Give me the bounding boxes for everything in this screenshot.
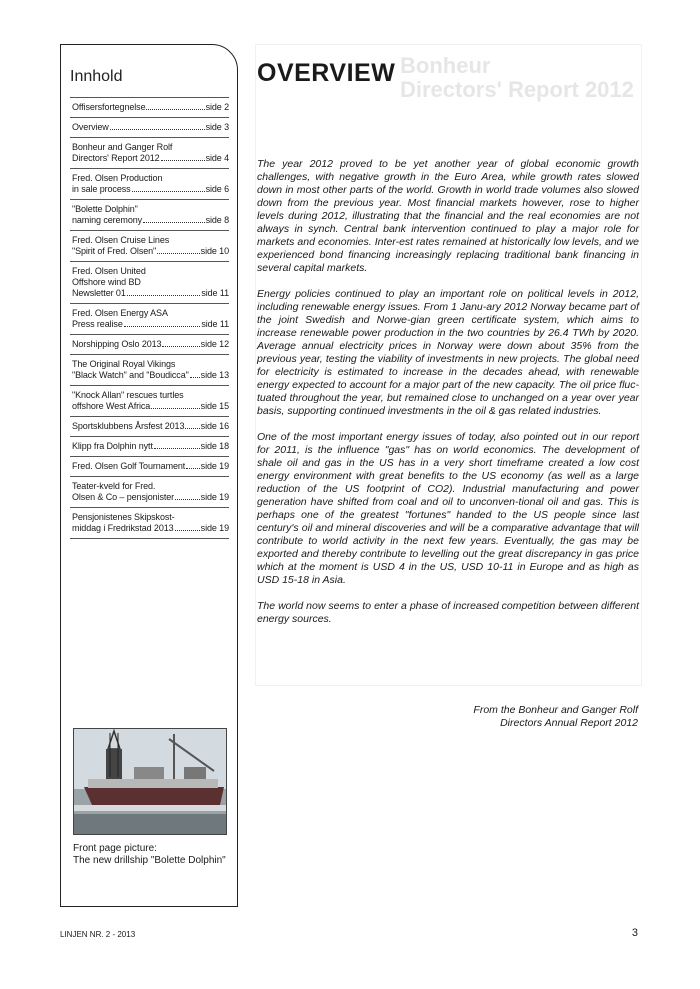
toc-entry-title: middag i Fredrikstad 2013	[72, 523, 174, 533]
signature-line-1: From the Bonheur and Ganger Rolf	[473, 704, 638, 716]
toc-entry-row	[72, 461, 229, 472]
toc-page-ref: side 19	[200, 492, 229, 502]
toc-title: Innhold	[70, 68, 123, 85]
toc-entry-title: naming ceremony	[72, 215, 143, 225]
toc-entry-title: "Black Watch" and "Boudicca"	[72, 370, 189, 380]
toc-leader-dots	[110, 129, 205, 130]
article-paragraph: Energy policies continued to play an important role on political levels in 2012, including renewable energy issues. From 1 Janu-ary 2012 Norway became part of the joint Swedish and Norwe-gian green certificate system, which aims to increase renewable power production in the two countries by 26.4 TWh by 2020. Average annual electricity prices in Norway were down about 35% from the previous year, testing the viability of investments in new projects. The global need for electricity is estimated to increase in the decades ahead, with renewable energy expected to account for a major part of the new capacity. The oil price fluc-tuated throughout the year, but remained close to unchanged on a year over year basis, supporting continued investments in the oil & gas related industries.	[257, 288, 639, 417]
toc-leader-dots	[154, 448, 200, 449]
toc-entry-title: offshore West Africa	[72, 401, 151, 411]
toc-item-line: "Knock Allan" rescues turtles	[72, 390, 184, 400]
toc-item-line: Fred. Olsen Production	[72, 173, 163, 183]
toc-item-line: Offshore wind BD	[72, 277, 141, 287]
toc-entry-title: Newsletter 01	[72, 288, 126, 298]
toc-item	[70, 168, 229, 199]
toc-entry-title: Press realise	[72, 319, 123, 329]
toc-entry-title: "Spirit of Fred. Olsen"	[72, 246, 157, 256]
toc-item	[70, 137, 229, 168]
toc-entry-title: Offisersfortegnelse	[72, 102, 146, 112]
toc-leader-dots	[175, 530, 200, 531]
toc-item-line: Fred. Olsen Energy ASA	[72, 308, 168, 318]
toc-item-line: Fred. Olsen United	[72, 266, 146, 276]
toc-leader-dots	[162, 346, 199, 347]
toc-item	[70, 476, 229, 507]
toc-page-ref: side 13	[200, 370, 229, 380]
caption-line-2: The new drillship "Bolette Dolphin"	[73, 855, 226, 866]
bleed-through-line-1: Bonheur	[400, 53, 491, 78]
toc-item	[70, 230, 229, 261]
toc-page-ref: side 3	[205, 122, 229, 132]
toc-page-ref: side 19	[200, 461, 229, 471]
toc-leader-dots	[157, 253, 200, 254]
toc-item	[70, 199, 229, 230]
toc-entry-title: Overview	[72, 122, 109, 132]
toc-page-ref: side 11	[201, 288, 229, 298]
bleed-through-line-2: Directors' Report 2012	[400, 77, 634, 102]
toc-entry-row	[72, 401, 229, 412]
toc-item	[70, 354, 229, 385]
toc-list	[70, 97, 229, 539]
toc-page-ref: side 2	[205, 102, 229, 112]
article-body	[257, 158, 639, 639]
toc-leader-dots	[132, 191, 205, 192]
toc-item	[70, 334, 229, 354]
toc-entry-row	[72, 492, 229, 503]
toc-item	[70, 436, 229, 456]
article-paragraph: The world now seems to enter a phase of increased competition between different energy sources.	[257, 600, 639, 625]
toc-item	[70, 385, 229, 416]
toc-item	[70, 416, 229, 436]
drillship-picture	[74, 729, 226, 834]
toc-item	[70, 456, 229, 476]
toc-leader-dots	[190, 377, 200, 378]
front-page-photo	[73, 728, 227, 835]
toc-item	[70, 97, 229, 117]
toc-entry-row	[72, 215, 229, 226]
toc-page-ref: side 6	[205, 184, 229, 194]
toc-entry-row	[72, 441, 229, 452]
toc-entry-title: Norshipping Oslo 2013	[72, 339, 162, 349]
toc-entry-row	[72, 370, 229, 381]
toc-entry-row	[72, 153, 229, 164]
toc-page-ref: side 11	[201, 319, 229, 329]
toc-item-line: Teater-kveld for Fred.	[72, 481, 156, 491]
toc-entry-title: Olsen & Co – pensjonister	[72, 492, 175, 502]
toc-item-line: Fred. Olsen Cruise Lines	[72, 235, 170, 245]
toc-leader-dots	[146, 109, 204, 110]
toc-page-ref: side 18	[200, 441, 229, 451]
toc-entry-row	[72, 339, 229, 350]
toc-entry-title: Directors' Report 2012	[72, 153, 160, 163]
toc-page-ref: side 4	[205, 153, 229, 163]
toc-entry-row	[72, 288, 229, 299]
page-title: OVERVIEW	[257, 59, 396, 87]
table-of-contents	[60, 44, 238, 907]
toc-page-ref: side 8	[205, 215, 229, 225]
toc-item	[70, 261, 229, 303]
toc-item-line: Bonheur and Ganger Rolf	[72, 142, 173, 152]
toc-item-line: The Original Royal Vikings	[72, 359, 176, 369]
toc-page-ref: side 16	[200, 421, 229, 431]
article-paragraph: One of the most important energy issues of today, also pointed out in our report for 2011, is the influence "gas" has on world economics. The development of shale oil and gas in the US has in a very short timeframe created a low cost energy environment with great benefits to the US economy (as well as a large reduction of the US footprint of CO2). Industrial manufacturing and power generation have shifted from coal and oil to unconven-tional oil and gas. This is perhaps one of the greatest "fortunes" handed to the US people since last century's oil and mineral discoveries and will be a comparative advantage that will contribute to world activity in the next few years. Eventually, the gas may be exported and thereby contribute to levelling out the great discrepancy in gas price which at the moment is USD 4 in the US, USD 10-11 in Europe and as high as USD 15-18 in Asia.	[257, 431, 639, 586]
toc-entry-title: in sale process	[72, 184, 131, 194]
toc-entry-row	[72, 421, 229, 432]
article-paragraph: The year 2012 proved to be yet another year of global economic growth challenges, with negative growth in the Euro Area, while growth rates slowed down in most other parts of the world. Growth in world trade volumes also slowed down from the previous year. Most financial markets however, rose to higher levels during 2012, illustrating that the financial and the real economies are not always in synch. Central bank intervention continued to play a major role for markets and economies. Inter-est rates remained at historically low levels, and we experienced bond financing increasingly replacing traditional bank financing in several capital markets.	[257, 158, 639, 274]
page-number: 3	[631, 927, 638, 939]
toc-page-ref: side 15	[200, 401, 229, 411]
toc-item	[70, 507, 229, 539]
toc-entry-title: Klipp fra Dolphin nytt	[72, 441, 153, 451]
toc-leader-dots	[143, 222, 205, 223]
toc-item-line: Pensjonistenes Skipskost-	[72, 512, 175, 522]
toc-entry-row	[72, 319, 229, 330]
toc-leader-dots	[151, 408, 199, 409]
article-signature	[473, 704, 638, 730]
toc-page-ref: side 10	[200, 246, 229, 256]
toc-leader-dots	[127, 295, 201, 296]
toc-entry-row	[72, 102, 229, 113]
publication-footer: LINJEN NR. 2 - 2013	[60, 930, 136, 939]
toc-entry-title: Sportsklubbens Årsfest 2013	[72, 421, 185, 431]
bleed-through-heading	[400, 54, 634, 102]
signature-line-2: Directors Annual Report 2012	[500, 717, 638, 729]
caption-line-1: Front page picture:	[73, 843, 157, 854]
photo-caption	[73, 843, 226, 867]
toc-item-line: "Bolette Dolphin"	[72, 204, 138, 214]
toc-leader-dots	[175, 499, 200, 500]
toc-leader-dots	[161, 160, 205, 161]
toc-item	[70, 303, 229, 334]
toc-entry-row	[72, 523, 229, 534]
toc-item	[70, 117, 229, 137]
toc-entry-row	[72, 246, 229, 257]
toc-entry-title: Fred. Olsen Golf Tournament	[72, 461, 186, 471]
toc-page-ref: side 19	[200, 523, 229, 533]
toc-page-ref: side 12	[200, 339, 229, 349]
toc-leader-dots	[185, 428, 199, 429]
toc-entry-row	[72, 122, 229, 133]
toc-entry-row	[72, 184, 229, 195]
toc-leader-dots	[124, 326, 201, 327]
toc-leader-dots	[186, 468, 199, 469]
